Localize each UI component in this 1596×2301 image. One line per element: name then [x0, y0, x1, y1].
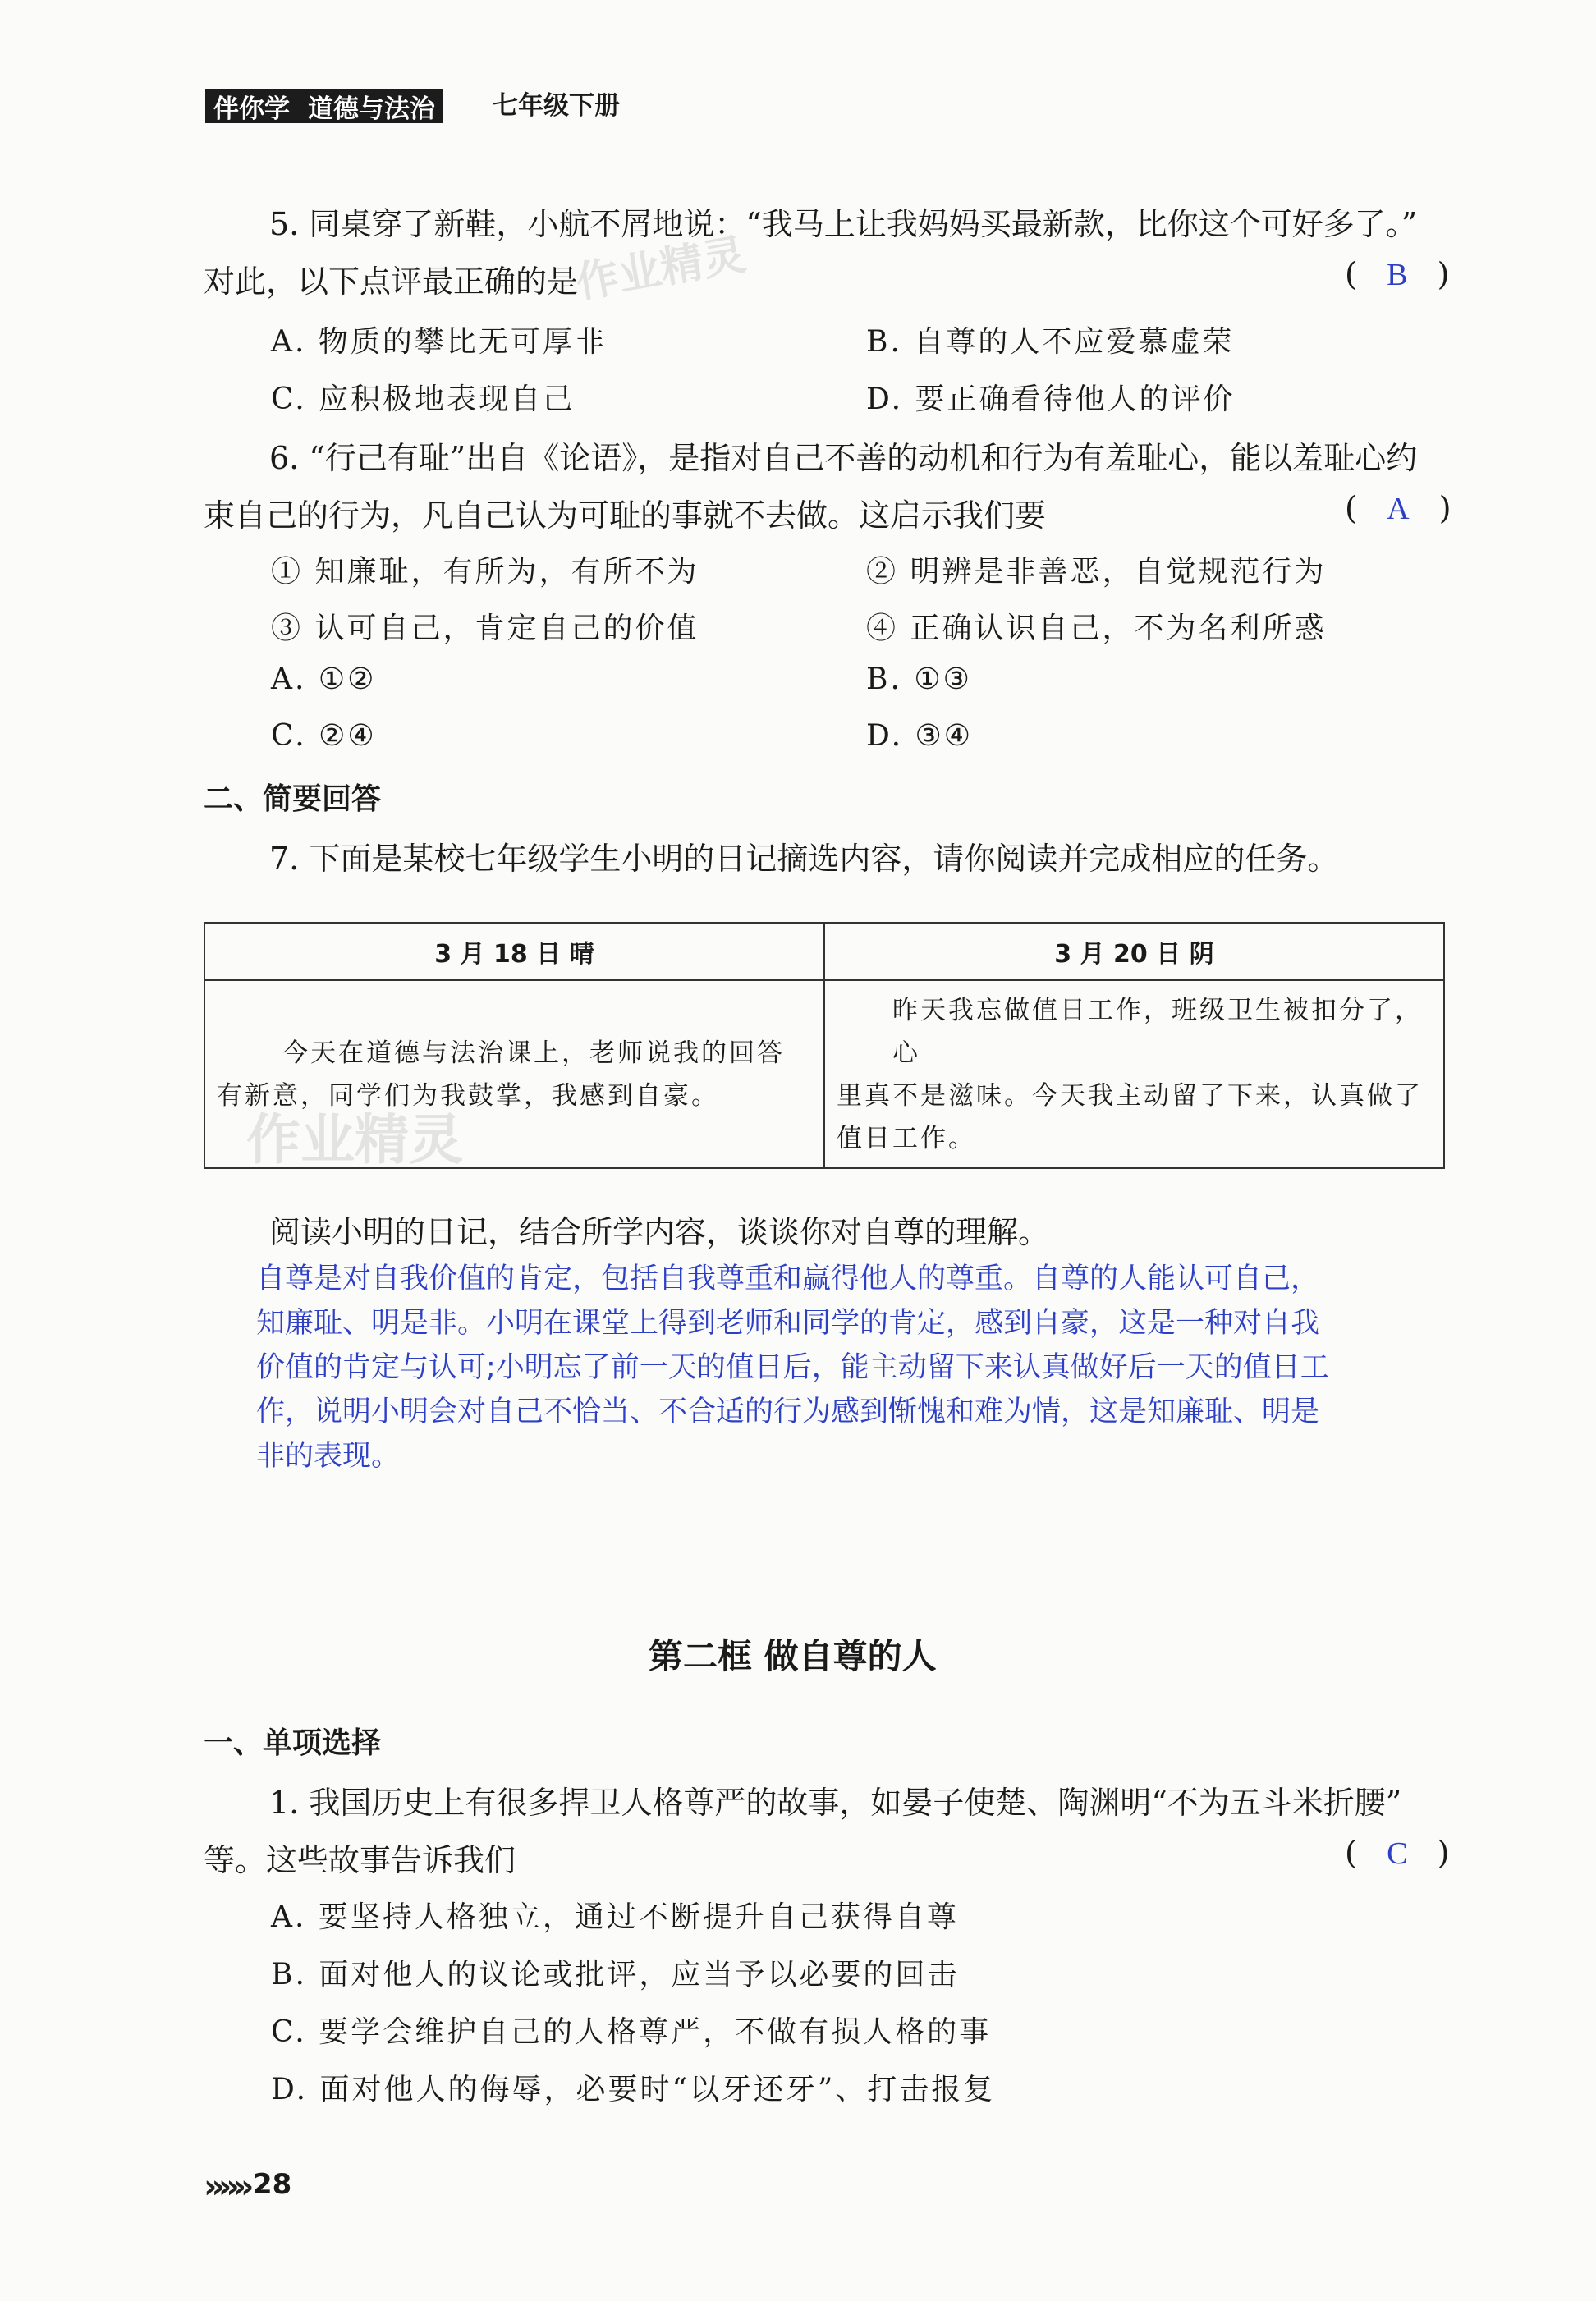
q7-answer-line1: 自尊是对自我价值的肯定，包括自我尊重和赢得他人的尊重。自尊的人能认可自己， — [256, 1263, 1320, 1295]
q1-option-b: B. 面对他人的议论或批评，应当予以必要的回击 — [271, 1958, 960, 1992]
q6-option-d: D. ③④ — [866, 719, 974, 753]
q5-answer-slot: ( B ) — [1345, 256, 1450, 292]
diary-right-body — [824, 980, 1444, 1168]
q6-option-a: A. ①② — [271, 662, 377, 696]
q1-option-a: A. 要坚持人格独立，通过不断提升自己获得自尊 — [271, 1900, 959, 1934]
q6-item-1: ① 知廉耻，有所为，有所不为 — [271, 555, 699, 589]
q5-option-a: A. 物质的攀比无可厚非 — [271, 325, 607, 359]
page-number: 28 — [253, 2168, 292, 2201]
q6-option-b: B. ①③ — [866, 662, 972, 696]
q1-option-c: C. 要学会维护自己的人格尊严，不做有损人格的事 — [271, 2015, 992, 2049]
diary-right-header: 3 月 20 日 阴 — [824, 923, 1444, 980]
q5-option-d: D. 要正确看待他人的评价 — [866, 383, 1236, 416]
q6-item-2: ② 明辨是非善恶，自觉规范行为 — [866, 555, 1327, 589]
grade-label: 七年级下册 — [493, 91, 620, 121]
q6-option-c: C. ②④ — [271, 719, 377, 753]
q7-stem: 7. 下面是某校七年级学生小明的日记摘选内容，请你阅读并完成相应的任务。 — [269, 841, 1339, 877]
q6-item-4: ④ 正确认识自己，不为名利所惑 — [866, 612, 1327, 645]
q6-answer-slot: ( A ) — [1345, 490, 1452, 526]
diary-right-line2: 里真不是滋味。今天我主动留了下来，认真做了 — [837, 1080, 1423, 1111]
q7-answer-line2: 知廉耻、明是非。小明在课堂上得到老师和同学的肯定，感到自豪，这是一种对自我 — [256, 1307, 1320, 1340]
q7-answer-line5: 非的表现。 — [256, 1440, 401, 1473]
q6-answer: A — [1387, 492, 1410, 526]
q1-stem-line1: 1. 我国历史上有很多捍卫人格尊严的故事，如晏子使楚、陶渊明“不为五斗米折腰” — [269, 1785, 1402, 1821]
q7-answer-line3: 价值的肯定与认可;小明忘了前一天的值日后，能主动留下来认真做好后一天的值日工 — [256, 1351, 1329, 1384]
series-name: 伴你学 — [213, 94, 290, 124]
q7-task: 阅读小明的日记，结合所学内容，谈谈你对自尊的理解。 — [269, 1214, 1050, 1250]
section-title-single-choice: 一、单项选择 — [204, 1726, 382, 1760]
footer-arrows-icon: »»» — [204, 2168, 248, 2206]
q1-answer: C — [1387, 1836, 1408, 1871]
diary-right-line3: 值日工作。 — [837, 1123, 976, 1153]
q5-option-c: C. 应积极地表现自己 — [271, 383, 576, 416]
q5-stem-line1: 5. 同桌穿了新鞋，小航不屑地说：“我马上让我妈妈买最新款，比你这个可好多了。” — [269, 206, 1418, 242]
q6-stem-line1: 6. “行己有耻”出自《论语》，是指对自己不善的动机和行为有羞耻心，能以羞耻心约 — [269, 440, 1418, 476]
q1-stem-line2: 等。这些故事告诉我们 — [204, 1842, 516, 1878]
watermark-middle: 作业精灵 — [246, 1108, 463, 1171]
q5-answer: B — [1387, 258, 1408, 292]
subject-name: 道德与法治 — [308, 94, 435, 124]
q5-stem-line2: 对此，以下点评最正确的是 — [204, 264, 579, 300]
q7-answer-line4: 作，说明小明会对自己不恰当、不合适的行为感到惭愧和难为情，这是知廉耻、明是 — [256, 1396, 1320, 1428]
q1-option-d: D. 面对他人的侮辱，必要时“以牙还牙”、打击报复 — [271, 2073, 996, 2106]
diary-right-line1: 昨天我忘做值日工作，班级卫生被扣分了，心 — [892, 995, 1423, 1068]
q6-item-3: ③ 认可自己，肯定自己的价值 — [271, 612, 699, 645]
section-title-short-answer: 二、简要回答 — [204, 782, 382, 816]
diary-left-line1: 今天在道德与法治课上，老师说我的回答 — [282, 1038, 785, 1068]
diary-left-header: 3 月 18 日 晴 — [204, 923, 824, 980]
header-badge — [205, 89, 443, 123]
q5-option-b: B. 自尊的人不应爱慕虚荣 — [866, 325, 1235, 359]
q6-stem-line2: 束自己的行为，凡自己认为可耻的事就不去做。这启示我们要 — [204, 497, 1047, 534]
q1-answer-slot: ( C ) — [1345, 1835, 1450, 1871]
watermark-top: 作业精灵 — [572, 230, 750, 309]
diary-left-line2: 有新意，同学们为我鼓掌，我感到自豪。 — [217, 1080, 719, 1111]
chapter-title: 第二框 做自尊的人 — [649, 1636, 937, 1676]
